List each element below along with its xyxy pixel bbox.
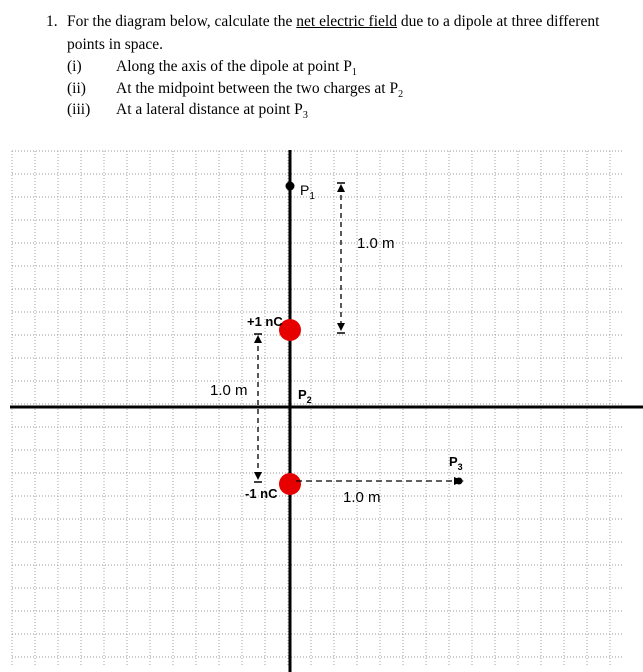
intro-after: due to a dipole at three different	[396, 13, 600, 30]
negative-charge	[279, 473, 301, 495]
item-text-1	[116, 58, 357, 82]
item-text-1-sub: 1	[351, 67, 357, 79]
intro-underlined: net electric field	[296, 13, 397, 30]
label-p2: $P_2$	[298, 387, 312, 405]
question-intro	[67, 13, 599, 31]
item-text-3-sub: 3	[302, 110, 308, 122]
question-number: 1.	[46, 13, 58, 30]
label-positive-charge: +1 nC	[247, 314, 283, 329]
item-text-3-main: At a lateral distance at point P	[116, 101, 303, 118]
label-dim-p1: 1.0 m	[357, 235, 395, 252]
item-text-2-sub: 2	[398, 89, 404, 101]
item-text-2-main: At the midpoint between the two charges at P	[116, 80, 399, 97]
item-roman-1: (i)	[67, 58, 82, 75]
intro-before: For the diagram below, calculate the	[67, 13, 297, 30]
point-p1-dot	[286, 182, 295, 191]
question-line-2: points in space.	[67, 36, 163, 53]
label-dim-separation: 1.0 m	[210, 382, 248, 399]
item-roman-2: (ii)	[67, 80, 86, 97]
question-line-1	[46, 13, 600, 31]
dipole-diagram	[0, 150, 643, 672]
item-text-1-main: Along the axis of the dipole at point P	[116, 58, 352, 75]
label-negative-charge: -1 nC	[245, 486, 278, 501]
dim-p1-arrow	[337, 183, 345, 333]
label-p1: $P_1$	[300, 182, 315, 202]
label-dim-p3: 1.0 m	[343, 489, 381, 506]
question-text	[0, 0, 643, 150]
point-p3-dot	[456, 478, 463, 485]
label-p3: $P_3$	[449, 454, 463, 472]
item-text-3	[116, 101, 308, 125]
item-roman-3: (iii)	[67, 101, 91, 118]
